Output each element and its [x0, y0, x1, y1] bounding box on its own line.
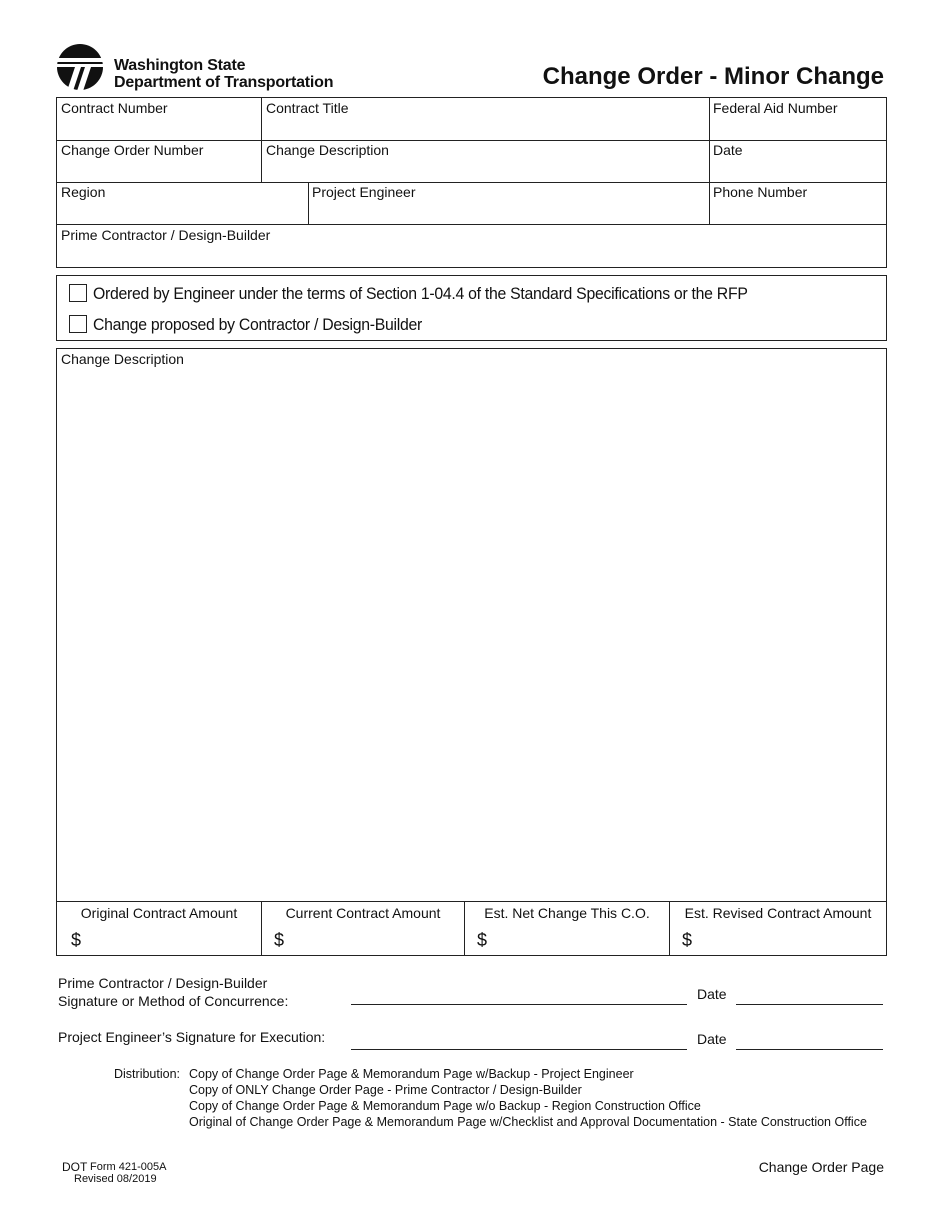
change-description-area[interactable] [57, 349, 886, 901]
currency-symbol: $ [477, 930, 488, 950]
contractor-signature-label-line2: Signature or Method of Concurrence: [58, 993, 289, 1009]
contract-number-field[interactable] [57, 98, 261, 140]
contract-title-label: Contract Title [266, 100, 349, 116]
currency-symbol: $ [71, 930, 82, 950]
change-description-short-label: Change Description [266, 142, 389, 158]
project-engineer-label: Project Engineer [312, 184, 416, 200]
change-order-number-label: Change Order Number [61, 142, 204, 158]
federal-aid-number-label: Federal Aid Number [713, 100, 838, 116]
distribution-line: Copy of ONLY Change Order Page - Prime Contractor / Design-Builder [189, 1083, 582, 1097]
original-contract-amount-label: Original Contract Amount [80, 905, 238, 921]
change-description-label: Change Description [61, 351, 184, 367]
wsdot-logo-icon [56, 43, 104, 91]
current-contract-amount-label: Current Contract Amount [285, 905, 441, 921]
engineer-signature-label: Project Engineer’s Signature for Execution: [58, 1029, 326, 1045]
date-label: Date [713, 142, 743, 158]
distribution-line: Original of Change Order Page & Memorandum Page w/Checklist and Approval Documentation - State Construction Office [189, 1115, 867, 1129]
prime-contractor-field[interactable] [57, 225, 886, 267]
net-change-amount-label: Est. Net Change This C.O. [484, 905, 650, 921]
footer-revised: Revised 08/2019 [74, 1173, 157, 1185]
federal-aid-number-field[interactable] [709, 98, 886, 140]
engineer-date-line[interactable] [736, 1029, 883, 1050]
ordered-by-engineer-checkbox[interactable] [69, 284, 87, 302]
contractor-signature-line[interactable] [351, 984, 687, 1005]
date-field[interactable] [709, 140, 886, 182]
original-contract-amount-field[interactable] [57, 902, 261, 955]
engineer-signature-line[interactable] [351, 1029, 687, 1050]
net-change-amount-field[interactable] [465, 902, 669, 955]
currency-symbol: $ [682, 930, 693, 950]
footer-dot: DOT [62, 1160, 88, 1174]
distribution-line: Copy of Change Order Page & Memorandum Page w/o Backup - Region Construction Office [189, 1099, 701, 1113]
current-contract-amount-field[interactable] [262, 902, 464, 955]
distribution-line: Copy of Change Order Page & Memorandum Page w/Backup - Project Engineer [189, 1067, 634, 1081]
currency-symbol: $ [274, 930, 285, 950]
proposed-by-contractor-checkbox[interactable] [69, 315, 87, 333]
footer-form-number: Form 421-005A [90, 1161, 167, 1173]
ordered-by-engineer-label: Ordered by Engineer under the terms of Section 1-04.4 of the Standard Specifications or the RFP [93, 284, 748, 303]
project-engineer-field[interactable] [308, 182, 709, 224]
phone-number-field[interactable] [709, 182, 886, 224]
form-title: Change Order - Minor Change [542, 63, 884, 90]
revised-contract-amount-field[interactable] [670, 902, 886, 955]
region-label: Region [61, 184, 106, 200]
region-field[interactable] [57, 182, 308, 224]
org-name-line1: Washington State [114, 57, 246, 74]
proposed-by-contractor-label: Change proposed by Contractor / Design-Builder [93, 315, 423, 334]
contract-number-label: Contract Number [61, 100, 168, 116]
footer-page-name: Change Order Page [758, 1159, 884, 1175]
change-order-number-field[interactable] [57, 140, 261, 182]
revised-contract-amount-label: Est. Revised Contract Amount [684, 905, 872, 921]
engineer-date-label: Date [697, 1031, 727, 1047]
contractor-signature-label-line1: Prime Contractor / Design-Builder [58, 975, 268, 991]
prime-contractor-label: Prime Contractor / Design-Builder [61, 227, 271, 243]
contract-title-field[interactable] [262, 98, 709, 140]
phone-number-label: Phone Number [713, 184, 808, 200]
contractor-date-line[interactable] [736, 984, 883, 1005]
org-name-line2: Department of Transportation [114, 74, 334, 91]
contractor-date-label: Date [697, 986, 727, 1002]
change-description-short-field[interactable] [262, 140, 709, 182]
distribution-label: Distribution: [114, 1067, 180, 1081]
